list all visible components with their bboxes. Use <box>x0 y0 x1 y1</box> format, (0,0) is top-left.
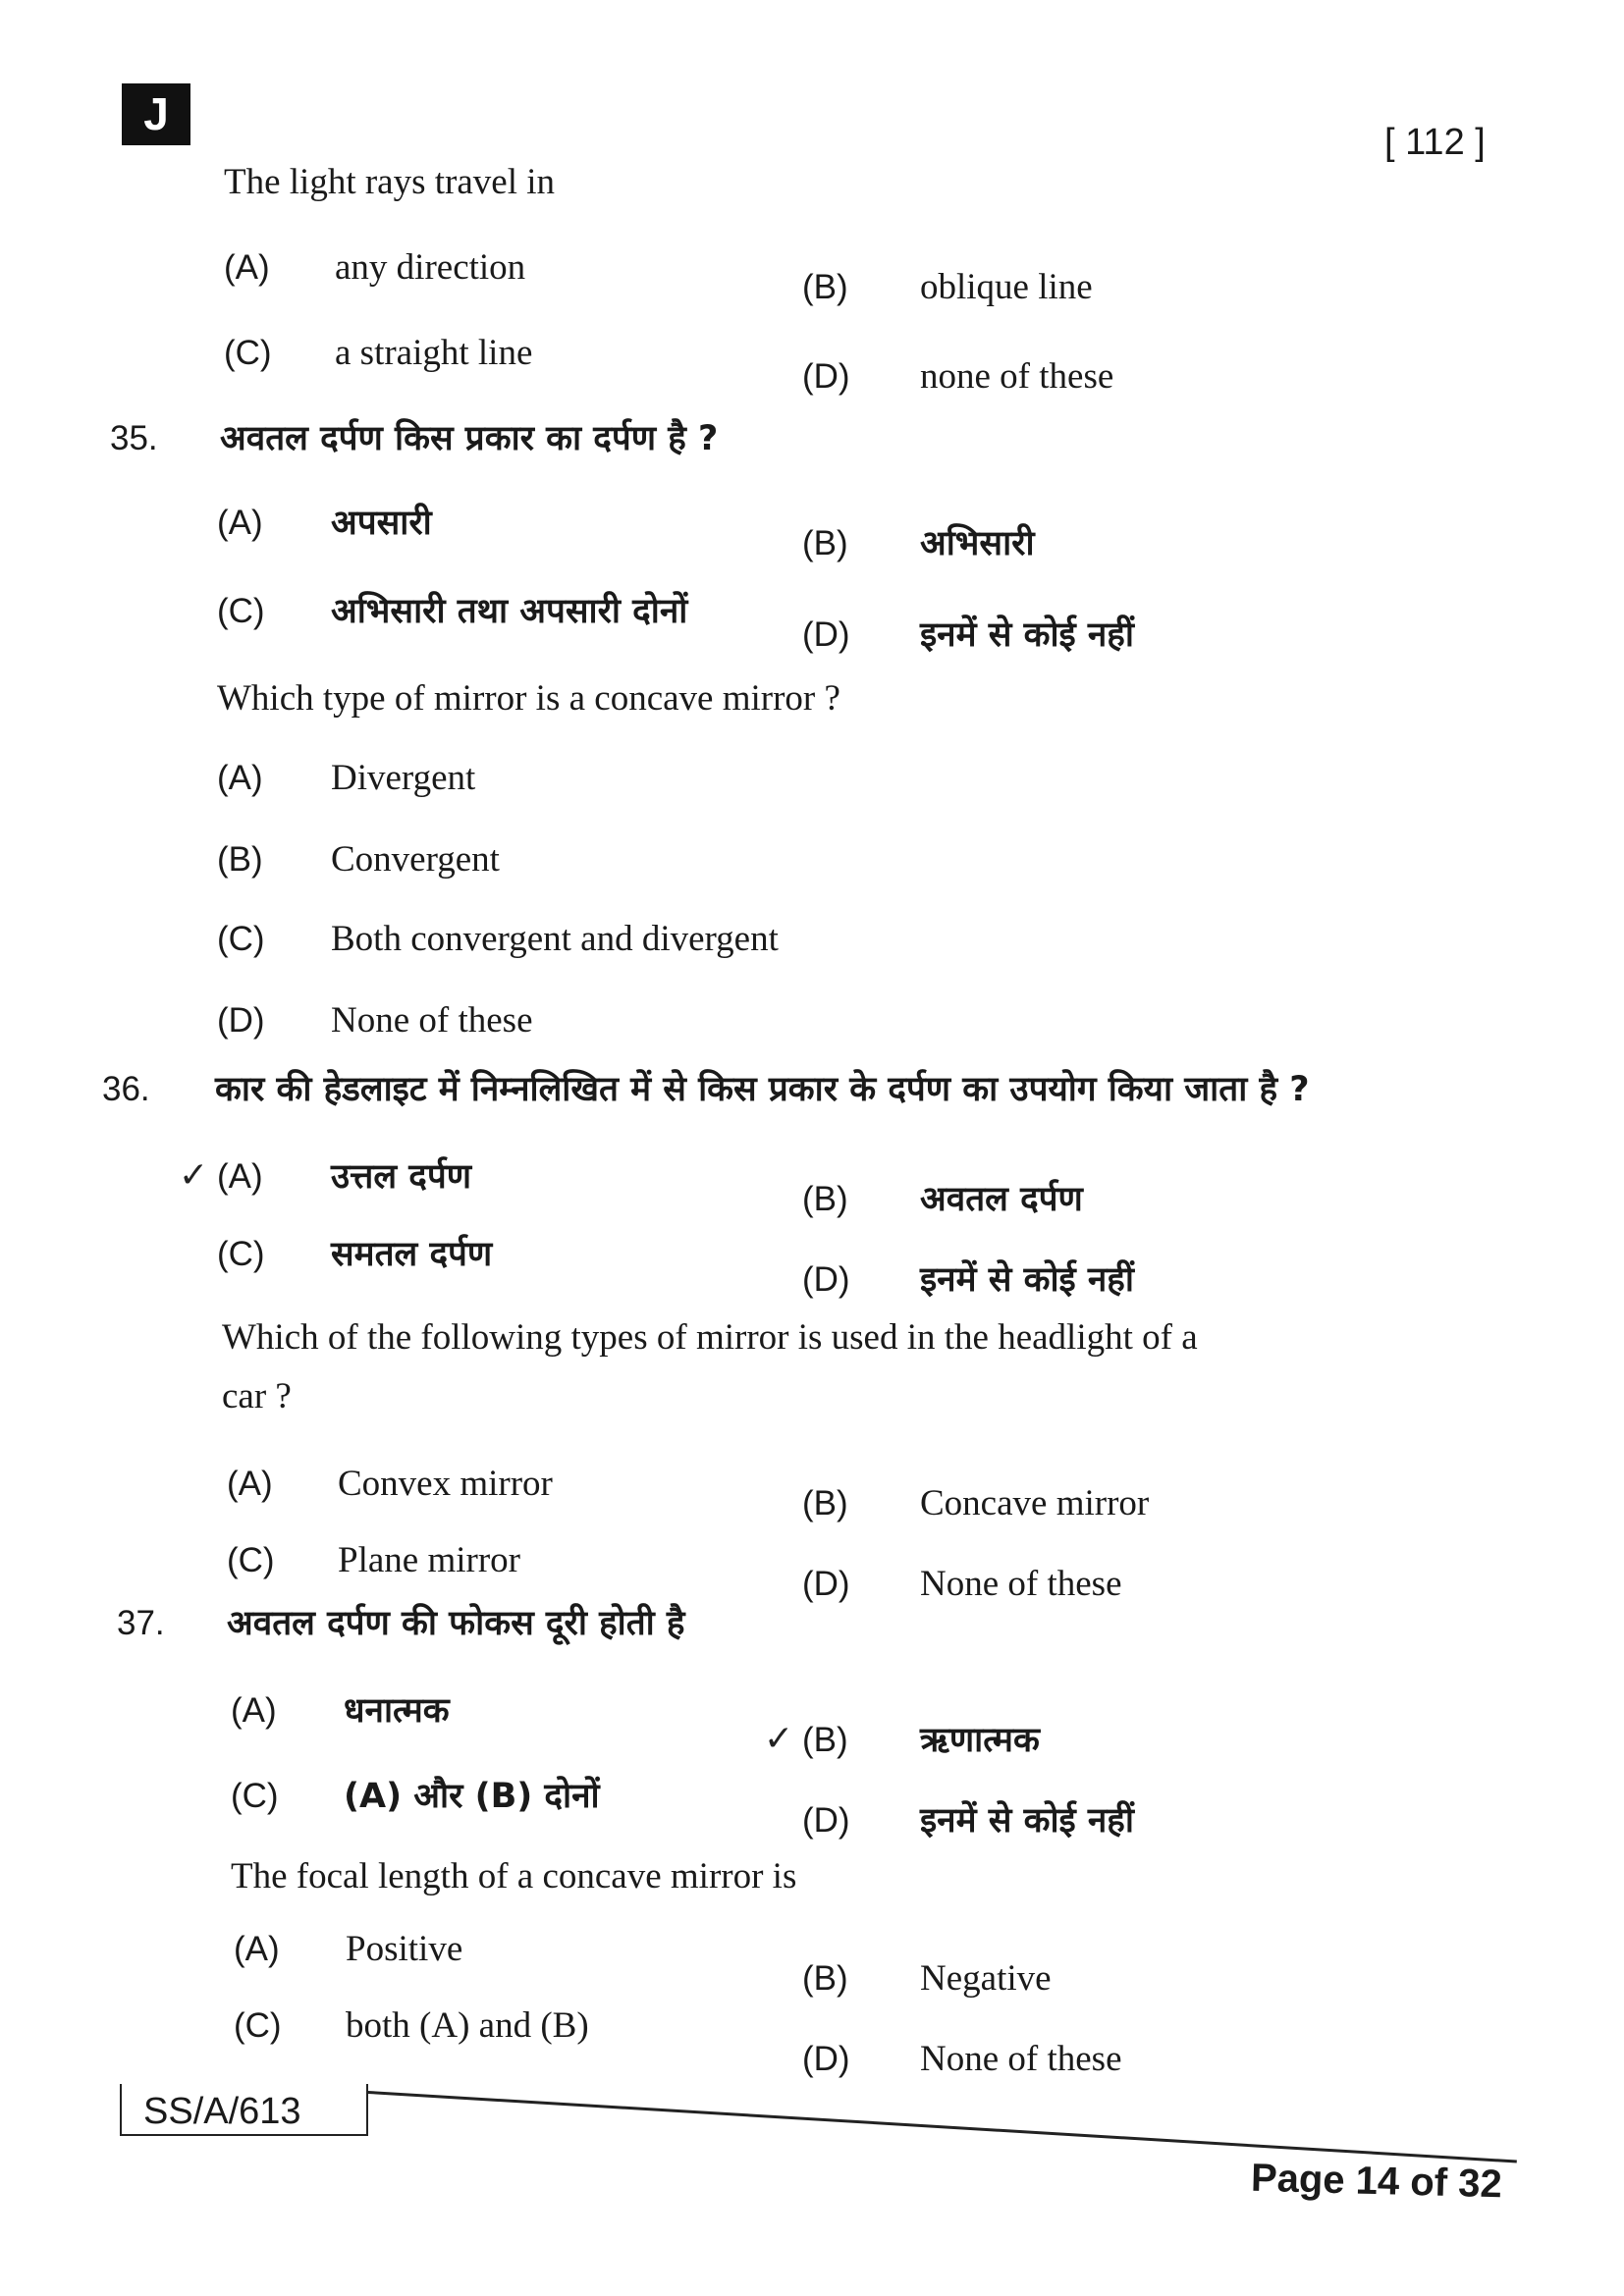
option-text: None of these <box>920 1564 1122 1604</box>
option-label: (C) <box>224 334 272 372</box>
option-label: (A) <box>234 1930 280 1968</box>
option-text: Both convergent and divergent <box>331 919 779 959</box>
option-text: (A) और (B) दोनों <box>344 1777 600 1816</box>
option-text: Divergent <box>331 758 476 798</box>
footer-divider <box>368 2091 1517 2163</box>
question-text-english: Which of the following types of mirror is used in the headlight of a <box>222 1317 1198 1358</box>
option-text: अभिसारी <box>920 524 1035 563</box>
question-text-hindi: कार की हेडलाइट में निम्नलिखित में से किस प्रकार के दर्पण का उपयोग किया जाता है ? <box>215 1070 1310 1109</box>
option-label: (B) <box>802 1721 848 1759</box>
question-text-english: The focal length of a concave mirror is <box>231 1856 797 1896</box>
question-number: 37. <box>117 1604 165 1642</box>
option-label: (A) <box>231 1691 277 1730</box>
option-label: (B) <box>217 840 263 879</box>
option-text: a straight line <box>335 333 533 373</box>
option-label: (D) <box>802 357 850 396</box>
option-label: (D) <box>802 1801 850 1840</box>
option-label: (D) <box>802 2040 850 2078</box>
option-label: (B) <box>802 1180 848 1218</box>
option-text: अवतल दर्पण <box>920 1180 1083 1219</box>
question-text-english-line2: car ? <box>222 1376 292 1416</box>
tick-mark-icon: ✓ <box>764 1719 794 1758</box>
option-text: both (A) and (B) <box>346 2005 589 2046</box>
option-label: (A) <box>217 759 263 797</box>
option-text: Plane mirror <box>338 1540 520 1580</box>
option-text: Positive <box>346 1929 463 1969</box>
option-text: धनात्मक <box>344 1691 450 1731</box>
option-text: none of these <box>920 356 1114 397</box>
question-text-hindi: अवतल दर्पण की फोकस दूरी होती है <box>227 1604 685 1643</box>
question-text-hindi: अवतल दर्पण किस प्रकार का दर्पण है ? <box>220 419 719 458</box>
page-indicator: Page 14 of 32 <box>1250 2156 1503 2207</box>
option-label: (B) <box>802 268 848 306</box>
option-label: (D) <box>802 1565 850 1603</box>
option-label: (C) <box>234 2006 282 2045</box>
question-number: 36. <box>102 1070 150 1108</box>
option-label: (C) <box>227 1541 275 1579</box>
option-label: (B) <box>802 1484 848 1522</box>
option-label: (D) <box>802 615 850 654</box>
option-label: (B) <box>802 1959 848 1998</box>
option-label: (C) <box>217 1235 265 1273</box>
section-letter-badge: J <box>122 83 190 145</box>
option-text: None of these <box>920 2039 1122 2079</box>
option-text: इनमें से कोई नहीं <box>920 1260 1134 1300</box>
page-reference: [ 112 ] <box>1384 122 1486 163</box>
option-text: इनमें से कोई नहीं <box>920 615 1134 655</box>
option-text: अपसारी <box>331 504 432 543</box>
option-label: (C) <box>231 1777 279 1815</box>
option-text: Convex mirror <box>338 1464 553 1504</box>
option-label: (D) <box>217 1001 265 1040</box>
option-text: समतल दर्पण <box>331 1235 493 1274</box>
question-number: 35. <box>110 419 158 457</box>
option-label: (C) <box>217 920 265 958</box>
option-text: इनमें से कोई नहीं <box>920 1801 1134 1841</box>
option-text: उत्तल दर्पण <box>331 1157 472 1197</box>
paper-code: SS/A/613 <box>120 2084 368 2136</box>
option-text: अभिसारी तथा अपसारी दोनों <box>331 592 688 631</box>
question-text-english: The light rays travel in <box>224 162 556 202</box>
option-text: None of these <box>331 1000 533 1041</box>
tick-mark-icon: ✓ <box>179 1155 209 1195</box>
option-text: ऋणात्मक <box>920 1721 1040 1760</box>
option-text: any direction <box>335 247 526 288</box>
option-label: (C) <box>217 592 265 630</box>
option-label: (D) <box>802 1260 850 1299</box>
option-text: Convergent <box>331 839 500 880</box>
question-text-english: Which type of mirror is a concave mirror ? <box>217 678 840 719</box>
option-text: Negative <box>920 1958 1052 1999</box>
option-text: oblique line <box>920 267 1093 307</box>
option-label: (A) <box>217 1157 263 1196</box>
option-label: (B) <box>802 524 848 562</box>
option-label: (A) <box>224 248 270 287</box>
option-text: Concave mirror <box>920 1483 1150 1523</box>
option-label: (A) <box>227 1465 273 1503</box>
option-label: (A) <box>217 504 263 542</box>
